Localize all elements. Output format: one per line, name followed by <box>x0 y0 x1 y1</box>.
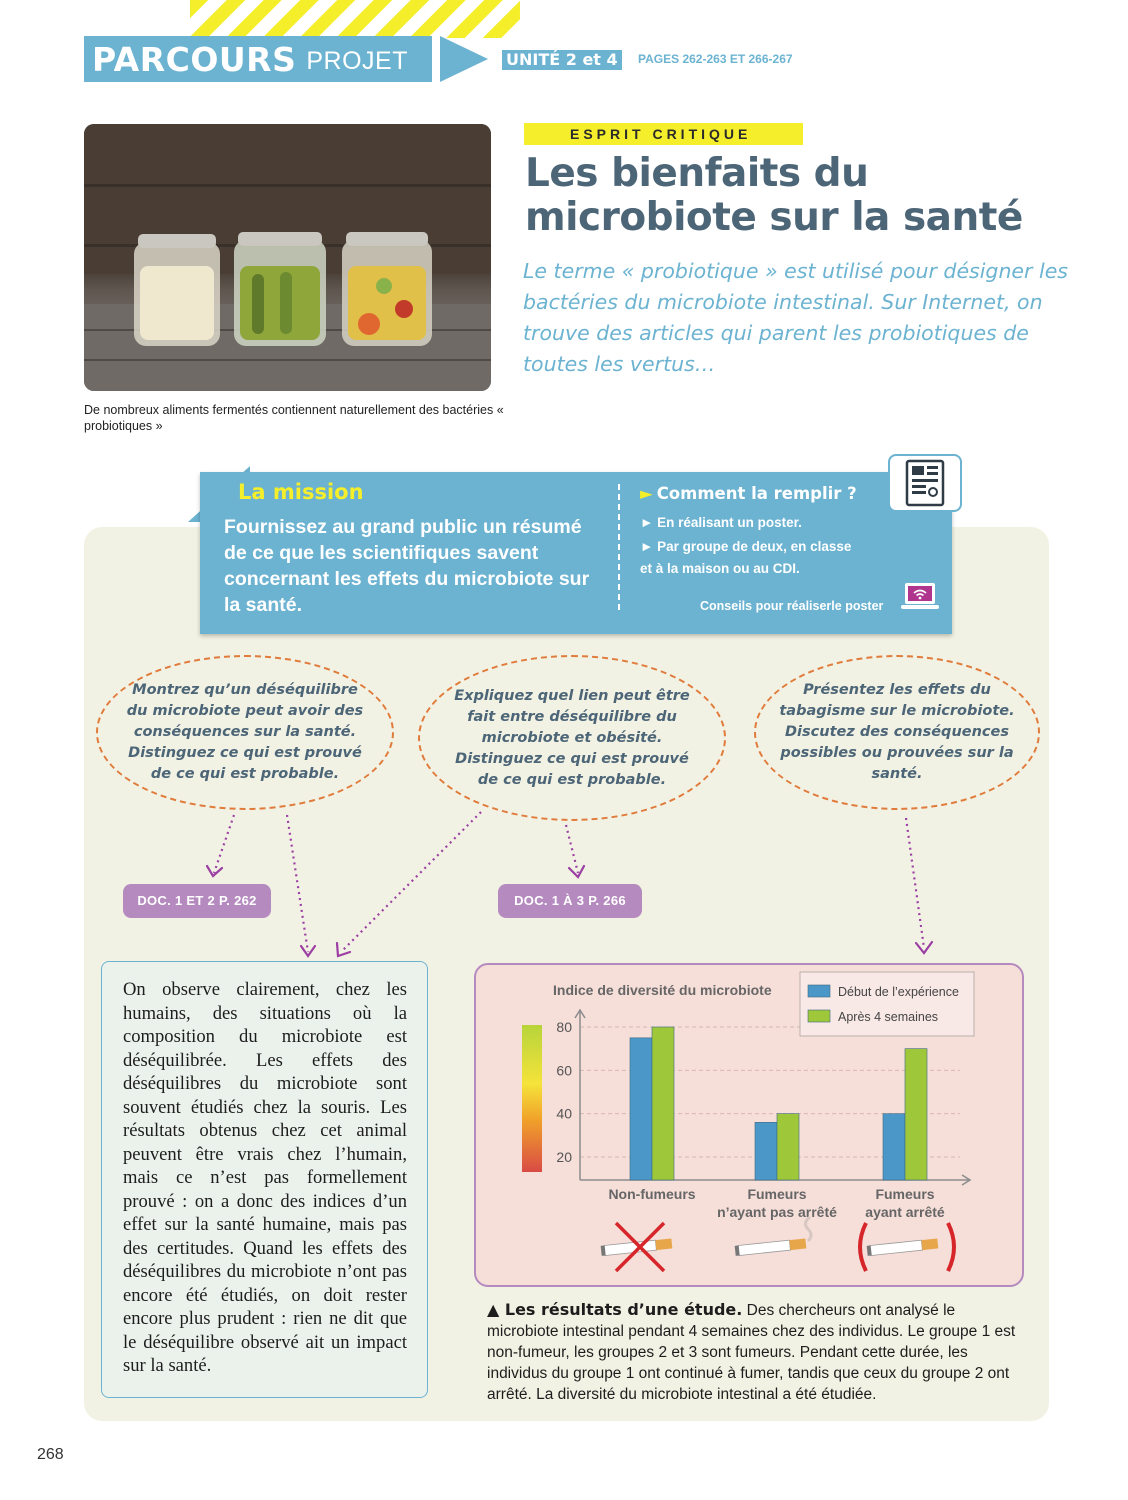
y-tick-label-40: 40 <box>556 1105 572 1122</box>
title-line-1: Les bienfaits du <box>525 151 869 196</box>
chart-panel <box>474 963 1024 1287</box>
bar-2-0 <box>883 1114 905 1180</box>
mission-box <box>200 472 952 634</box>
cigarette-icon-quitters <box>867 1238 939 1255</box>
y-tick-label-60: 60 <box>556 1062 572 1079</box>
explanation-text: On observe clairement, chez les humains, des situations où la composition du microbiote est déséquilibrée. Les effets des déséquilibres du microbiote sont souvent étudiés chez la souris. Les résultats obtenus chez cet animal peuvent être vrais chez l’humain, mais ce n’est pas formellement prouvé : on a donc des indices d’un effet sur la santé humaine, mais pas des certitudes. Quand les effets des déséquilibres du microbiote n’ont pas encore été étudiés, on doit rester encore plus prudent : rien ne dit que le déséquilibre observé ait un impact sur la santé. <box>123 979 407 1376</box>
mission-text: Fournissez au grand public un résumé de ce que les scientifiques savent concernant les effets du microbiote sur la santé. <box>224 516 590 616</box>
projet-label: PROJET <box>306 46 408 75</box>
poster-document-icon <box>888 454 962 512</box>
task-bubble-tabagisme: Présentez les effets du tabagisme sur le microbiote. Discutez des conséquences possibles ou prouvées sur la santé. <box>754 655 1040 810</box>
legend-box <box>800 972 974 1036</box>
unit-badge: UNITÉ 2 et 4 <box>502 50 622 70</box>
chart-title: Indice de diversité du microbiote <box>553 982 772 998</box>
parcours-projet-banner <box>84 36 432 82</box>
bar-chart <box>476 965 1026 1289</box>
bar-2-1 <box>905 1049 927 1180</box>
legend-swatch-0 <box>808 985 830 997</box>
laptop-wifi-icon[interactable] <box>900 581 940 613</box>
smoke-icon <box>805 1217 811 1241</box>
explanation-textbox <box>101 961 428 1398</box>
paren-right-icon <box>948 1223 954 1271</box>
x-label-1-1: n’ayant pas arrêté <box>717 1204 837 1220</box>
y-tick-label-20: 20 <box>556 1149 572 1165</box>
bar-0-0 <box>630 1038 652 1180</box>
diversity-gauge-bar <box>522 1025 542 1172</box>
y-tick-label-80: 80 <box>556 1019 572 1035</box>
how-line-place: et à la maison ou au CDI. <box>640 561 800 576</box>
pages-reference: PAGES 262-263 ET 266-267 <box>638 52 793 66</box>
mission-divider <box>618 484 620 610</box>
how-to-title: ► Comment la remplir ? <box>640 484 857 503</box>
header-stripes-decoration <box>190 0 520 38</box>
legend-swatch-1 <box>808 1010 830 1022</box>
doc-ref-p266[interactable]: DOC. 1 À 3 P. 266 <box>498 884 642 918</box>
doc-ref-p262[interactable]: DOC. 1 ET 2 P. 262 <box>123 884 271 918</box>
paren-left-icon <box>860 1223 866 1271</box>
cigarette-icon-smokers <box>735 1238 807 1255</box>
how-line-group: ► Par groupe de deux, en classe <box>640 539 852 554</box>
title-line-2: microbiote sur la santé <box>525 195 1023 240</box>
chart-caption-body: Des chercheurs ont analysé le microbiote intestinal pendant 4 semaines chez des individus. Le groupe 1 est non-fumeur, les groupes 2 et 3 sont fumeurs. Pendant cette durée, les individus du groupe 1 ont continué à fumer, tandis que ceux du groupe 2 ont arrêté. La diversité du microbiote intestinal a été étudiée. <box>487 1302 1016 1403</box>
task-bubble-desequilibre: Montrez qu’un déséquilibre du microbiote peut avoir des conséquences sur la santé. Distinguez ce qui est prouvé de ce qui est probable. <box>96 655 394 810</box>
chart-caption-lead: ▲ Les résultats d’une étude. <box>487 1300 743 1319</box>
x-label-2-1: ayant arrêté <box>865 1204 945 1220</box>
x-label-1-0: Fumeurs <box>747 1186 807 1202</box>
bar-1-1 <box>777 1114 799 1180</box>
chart-caption <box>487 1299 1017 1405</box>
fermented-jars-photo <box>84 124 491 391</box>
conseils-link[interactable]: Conseils pour réaliserle poster <box>700 599 884 613</box>
bar-0-1 <box>652 1027 674 1180</box>
legend-label-1: Après 4 semaines <box>838 1010 939 1024</box>
intro-text: Le terme « probiotique » est utilisé pour désigner les bactéries du microbiote intestinal. Sur Internet, on trouve des articles qui parent les probiotiques de toutes les vertus… <box>523 259 1068 376</box>
page-title <box>525 152 1085 240</box>
parcours-label: PARCOURS <box>92 39 297 79</box>
task-bubble-obesite: Expliquez quel lien peut être fait entre déséquilibre du microbiote et obésité. Distinguez ce qui est prouvé de ce qui est probable. <box>418 655 726 821</box>
how-line-poster: ► En réalisant un poster. <box>640 515 802 530</box>
esprit-critique-label: ESPRIT CRITIQUE <box>524 123 803 145</box>
triangle-bullet-icon: ► <box>640 484 653 503</box>
page-number: 268 <box>37 1446 64 1463</box>
legend-label-0: Début de l’expérience <box>838 985 959 999</box>
mission-title: La mission <box>238 480 364 504</box>
photo-caption: De nombreux aliments fermentés contiennent naturellement des bactéries « probiotiques » <box>84 403 504 433</box>
x-label-0-0: Non-fumeurs <box>608 1186 696 1202</box>
bar-1-0 <box>755 1122 777 1180</box>
jars-illustration <box>84 124 491 391</box>
x-label-2-0: Fumeurs <box>875 1186 935 1202</box>
banner-arrow-icon <box>440 36 488 82</box>
